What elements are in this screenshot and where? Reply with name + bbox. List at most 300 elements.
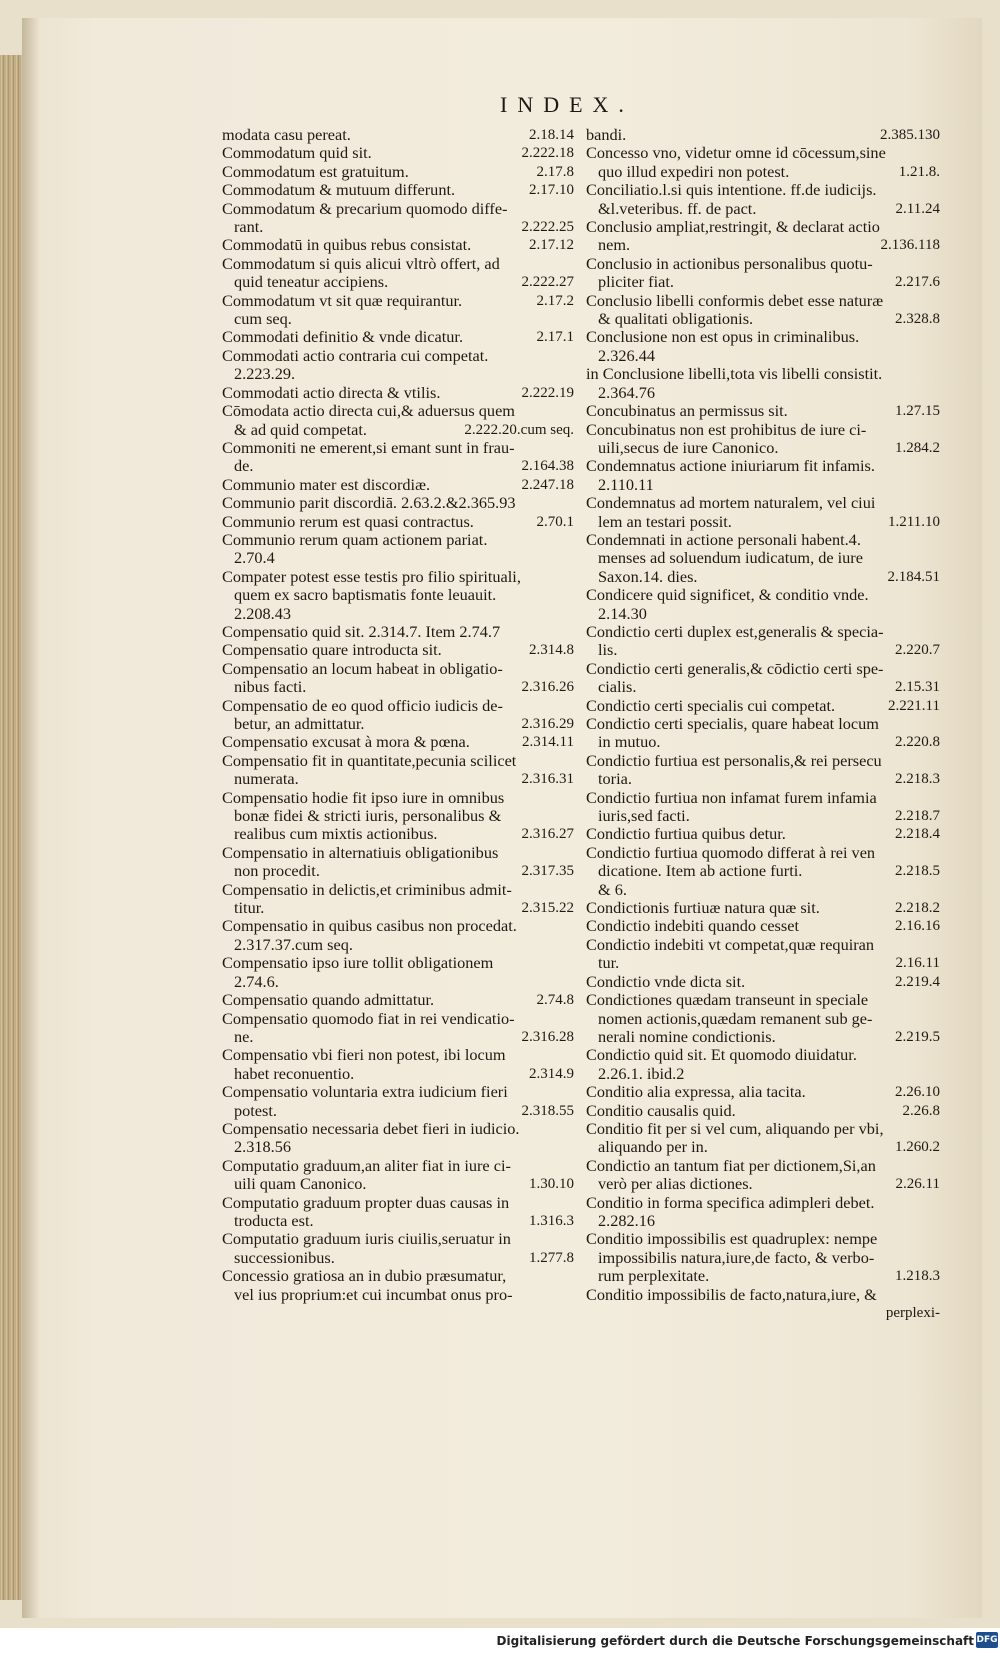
index-entry <box>586 181 940 218</box>
index-entry <box>222 752 574 789</box>
index-entry-line <box>222 881 574 899</box>
index-entry-line <box>586 236 940 254</box>
index-entry-line <box>222 1102 574 1120</box>
entry-text: Communio mater est discordiæ. <box>222 475 431 494</box>
index-entry <box>222 236 574 254</box>
index-column-left <box>222 126 574 1304</box>
index-entry-line <box>586 1065 940 1083</box>
entry-text: tur. <box>598 954 620 973</box>
entry-reference: 1.27.15 <box>895 403 940 420</box>
index-entry-line <box>586 1138 940 1156</box>
index-entry-line <box>222 513 574 531</box>
index-entry <box>586 1194 940 1231</box>
index-entry-line <box>222 1175 574 1193</box>
index-entry-line <box>586 310 940 328</box>
entry-reference <box>934 605 940 623</box>
index-entry-line <box>586 899 940 917</box>
entry-reference <box>568 789 574 807</box>
entry-reference <box>568 973 574 991</box>
entry-text: Compensatio in delictis,et criminibus admit- <box>222 880 512 899</box>
entry-text: cialis. <box>598 678 637 697</box>
entry-reference: 2.218.4 <box>895 826 940 843</box>
entry-reference: 2.26.11 <box>895 1176 940 1193</box>
index-entry-line <box>586 494 940 512</box>
index-entry-line <box>586 623 940 641</box>
index-entry <box>222 439 574 476</box>
entry-text: Conditio fit per si vel cum, aliquando per vbi, <box>586 1119 884 1138</box>
entry-text: Condictio an tantum fiat per dictionem,Si,an <box>586 1156 876 1175</box>
entry-reference: 2.11.24 <box>895 200 940 217</box>
index-entry <box>586 218 940 255</box>
entry-reference <box>568 605 574 623</box>
entry-reference <box>568 844 574 862</box>
entry-text: Saxon.14. dies. <box>598 567 698 586</box>
index-entry-line <box>222 1286 574 1304</box>
entry-text: de. <box>234 457 254 476</box>
entry-reference <box>934 1212 940 1230</box>
entry-text: successionibus. <box>234 1248 335 1267</box>
index-entry-line <box>222 1138 574 1156</box>
index-entry <box>586 825 940 843</box>
entry-text: Condictiones quædam transeunt in speciale <box>586 991 869 1010</box>
entry-text: pliciter fiat. <box>598 273 674 292</box>
entry-reference: 2.217.6 <box>895 274 940 291</box>
entry-reference <box>934 292 940 310</box>
index-entry <box>222 697 574 734</box>
index-entry <box>222 1120 574 1157</box>
index-entry-line <box>222 807 574 825</box>
entry-text: Conclusione non est opus in criminalibus. <box>586 328 860 347</box>
entry-text: Concesso vno, videtur omne id cōcessum,sine <box>586 144 886 163</box>
index-entry <box>222 660 574 697</box>
entry-reference <box>568 310 574 328</box>
index-entry <box>586 1083 940 1101</box>
entry-reference: 2.314.11 <box>522 734 574 751</box>
entry-reference <box>568 752 574 770</box>
entry-reference <box>934 549 940 567</box>
entry-text: aliquando per in. <box>598 1138 708 1157</box>
entry-text: Condictio indebiti vt competat,quæ requiran <box>586 935 875 954</box>
entry-reference: 2.17.8 <box>536 163 574 180</box>
index-entry-line <box>586 807 940 825</box>
index-entry <box>222 292 574 329</box>
entry-text: Condictionis furtiuæ natura quæ sit. <box>586 899 820 918</box>
index-entry <box>586 457 940 494</box>
entry-reference <box>934 1194 940 1212</box>
index-entry-line <box>586 568 940 586</box>
entry-reference <box>568 586 574 604</box>
entry-reference <box>934 789 940 807</box>
entry-reference <box>568 1230 574 1248</box>
entry-reference <box>568 936 574 954</box>
index-entry <box>222 881 574 918</box>
index-entry-line <box>586 1230 940 1248</box>
index-entry <box>586 292 940 329</box>
index-entry <box>222 1267 574 1304</box>
entry-text: nibus facti. <box>234 678 307 697</box>
index-entry-line <box>222 1120 574 1138</box>
entry-reference <box>934 421 940 439</box>
index-entry-line <box>222 752 574 770</box>
entry-reference <box>934 328 940 346</box>
entry-reference <box>568 1083 574 1101</box>
index-entry <box>222 641 574 659</box>
index-entry-line <box>586 218 940 236</box>
entry-reference <box>934 1046 940 1064</box>
entry-text: Commodati actio contraria cui competat. <box>222 346 489 365</box>
entry-reference <box>934 1010 940 1028</box>
entry-text: Conditio in forma specifica adimpleri debet. <box>586 1193 875 1212</box>
index-entry <box>222 513 574 531</box>
entry-text: cum seq. <box>234 310 292 329</box>
entry-text: 2.282.16 <box>598 1211 655 1230</box>
index-entry <box>222 1230 574 1267</box>
gutter-shadow <box>22 18 40 1618</box>
entry-reference <box>568 1046 574 1064</box>
index-entry <box>586 936 940 973</box>
index-entry-line <box>222 328 574 346</box>
entry-text: 2.26.1. ibid.2 <box>598 1064 685 1083</box>
index-entry-line <box>586 697 940 715</box>
entry-text: Compensatio quid sit. 2.314.7. Item 2.74.7 <box>222 622 501 641</box>
entry-reference <box>934 1065 940 1083</box>
entry-reference: 1.284.2 <box>895 439 940 456</box>
index-entry-line <box>586 126 940 144</box>
entry-text: Condictio quid sit. Et quomodo diuidatur. <box>586 1046 857 1065</box>
index-entry-line <box>222 899 574 917</box>
entry-reference: 2.317.35 <box>521 863 574 880</box>
entry-reference <box>934 1286 940 1304</box>
entry-text: Conciliatio.l.si quis intentione. ff.de iudicijs. <box>586 181 877 200</box>
entry-reference <box>934 531 940 549</box>
index-entry-line <box>222 1157 574 1175</box>
entry-reference: 2.18.14 <box>529 127 574 143</box>
entry-text: Compensatio necessaria debet fieri in iudicio. <box>222 1119 520 1138</box>
entry-reference <box>568 402 574 420</box>
entry-text: uili quam Canonico. <box>234 1175 367 1194</box>
entry-text: 2.110.11 <box>598 475 654 494</box>
index-entry-line <box>586 733 940 751</box>
entry-text: ne. <box>234 1027 254 1046</box>
entry-reference <box>934 1120 940 1138</box>
index-entry <box>586 586 940 623</box>
entry-text: Compensatio quare introducta sit. <box>222 641 442 660</box>
entry-text: non procedit. <box>234 862 320 881</box>
index-entry <box>222 789 574 844</box>
entry-text: iuris,sed facti. <box>598 807 690 826</box>
index-entry-line <box>222 310 574 328</box>
entry-reference: 2.316.29 <box>521 716 574 732</box>
index-entry-line <box>586 1175 940 1193</box>
entry-text: Compensatio an locum habeat in obligatio- <box>222 659 503 678</box>
entry-text: Condictio certi duplex est,generalis & specia- <box>586 622 884 641</box>
entry-text: Commodati actio directa & vtilis. <box>222 383 441 402</box>
index-entry <box>586 328 940 365</box>
index-entry-line <box>222 825 574 843</box>
index-entry-line <box>222 660 574 678</box>
entry-reference <box>934 936 940 954</box>
entry-text: 2.326.44 <box>598 346 655 365</box>
entry-text: Conclusio in actionibus personalibus quotu- <box>586 254 873 273</box>
index-entry-line <box>586 1046 940 1064</box>
index-entry <box>586 255 940 292</box>
index-entry-line <box>222 439 574 457</box>
index-entry <box>586 365 940 402</box>
entry-reference: 2.17.10 <box>529 182 574 199</box>
entry-text: nem. <box>598 236 631 255</box>
entry-reference: 2.218.2 <box>895 900 940 917</box>
entry-reference: 1.30.10 <box>529 1176 574 1193</box>
index-entry <box>586 973 940 991</box>
index-entry-line <box>222 1212 574 1230</box>
entry-text: betur, an admittatur. <box>234 715 365 733</box>
entry-reference: 2.15.31 <box>895 679 940 696</box>
index-entry <box>586 1120 940 1157</box>
entry-reference: 2.222.19 <box>521 384 574 401</box>
entry-reference <box>934 660 940 678</box>
index-entry-line <box>222 733 574 751</box>
entry-reference: 2.26.10 <box>895 1084 940 1101</box>
index-entry-line <box>222 678 574 696</box>
entry-text: toria. <box>598 770 632 789</box>
entry-text: Conditio causalis quid. <box>586 1101 736 1120</box>
index-entry-line <box>586 200 940 218</box>
index-entry-line <box>586 678 940 696</box>
entry-text: Condictio furtiua non infamat furem infamia <box>586 788 877 807</box>
index-entry-line <box>222 697 574 715</box>
running-head: INDEX. <box>500 92 634 117</box>
index-entry <box>222 1157 574 1194</box>
entry-text: 2.74.6. <box>234 972 279 991</box>
entry-text: Computatio graduum propter duas causas in <box>222 1193 510 1212</box>
entry-reference: 2.318.55 <box>521 1102 574 1119</box>
entry-text: quem ex sacro baptismatis fonte leuauit. <box>234 586 497 605</box>
index-entry <box>586 402 940 420</box>
index-entry-line <box>222 1267 574 1285</box>
entry-reference <box>934 586 940 604</box>
index-entry-line <box>222 476 574 494</box>
entry-reference <box>568 365 574 383</box>
index-entry-line <box>586 844 940 862</box>
entry-text: Commodatum si quis alicui vltrò offert, ad <box>222 254 500 273</box>
index-entry-line <box>586 549 940 567</box>
index-entry <box>586 1230 940 1285</box>
entry-reference <box>568 1286 574 1304</box>
index-entry-line <box>222 163 574 181</box>
index-entry <box>222 402 574 439</box>
entry-text: Commodatum & mutuum differunt. <box>222 181 456 200</box>
index-entry <box>586 697 940 715</box>
entry-reference <box>568 347 574 365</box>
entry-reference <box>934 715 940 733</box>
index-entry-line <box>586 476 940 494</box>
entry-text: potest. <box>234 1101 277 1120</box>
index-entry <box>222 1046 574 1083</box>
index-entry-line <box>586 1286 940 1304</box>
index-entry <box>222 384 574 402</box>
entry-reference: 2.247.18 <box>521 476 574 493</box>
index-entry-line <box>586 384 940 402</box>
entry-reference <box>568 1194 574 1212</box>
entry-reference: 1.260.2 <box>895 1139 940 1156</box>
entry-text: 2.317.37.cum seq. <box>234 935 353 954</box>
index-entry-line <box>586 789 940 807</box>
entry-text: dicatione. Item ab actione furti. <box>598 862 803 881</box>
entry-reference <box>568 697 574 715</box>
entry-reference: 2.218.3 <box>895 771 940 788</box>
index-entry <box>222 144 574 162</box>
entry-reference <box>934 991 940 1009</box>
entry-reference <box>934 1230 940 1248</box>
entry-reference <box>934 457 940 475</box>
index-entry <box>586 844 940 899</box>
entry-reference: 1.316.3 <box>529 1212 574 1229</box>
entry-text: quid teneatur accipiens. <box>234 273 389 292</box>
index-entry <box>586 660 940 697</box>
index-entry <box>222 954 574 991</box>
index-entry <box>222 163 574 181</box>
index-entry <box>586 623 940 660</box>
entry-text: nerali nomine condictionis. <box>598 1027 776 1046</box>
entry-reference <box>934 844 940 862</box>
entry-reference: 1.211.10 <box>888 513 940 530</box>
entry-reference: 2.222.18 <box>521 145 574 162</box>
entry-text: Condicere quid significet, & conditio vnde. <box>586 586 869 605</box>
index-entry-line <box>586 1194 940 1212</box>
entry-reference: 1.21.8. <box>898 163 940 180</box>
entry-text: 2.223.29. <box>234 365 296 384</box>
entry-reference: 2.219.5 <box>895 1028 940 1045</box>
entry-text: Conditio impossibilis de facto,natura,iure, & <box>586 1285 877 1304</box>
entry-text: Communio parit discordiā. 2.63.2.&2.365.93 <box>222 494 516 513</box>
index-entry <box>222 181 574 199</box>
index-entry <box>222 1083 574 1120</box>
index-entry-line <box>586 586 940 604</box>
index-entry-line <box>222 623 574 641</box>
index-column-right <box>586 126 940 1322</box>
entry-text: rant. <box>234 218 264 237</box>
index-entry-line <box>586 1267 940 1285</box>
index-entry-line <box>586 1102 940 1120</box>
index-entry-line <box>222 402 574 420</box>
index-entry-line <box>222 255 574 273</box>
index-entry-line <box>222 494 574 512</box>
index-entry <box>586 991 940 1046</box>
index-entry-line <box>222 1083 574 1101</box>
entry-text: Compensatio in quibus casibus non procedat. <box>222 917 517 936</box>
index-entry-line <box>222 236 574 254</box>
entry-text: Commoniti ne emerent,si emant sunt in frau- <box>222 438 515 457</box>
entry-reference <box>934 365 940 383</box>
entry-reference <box>568 917 574 935</box>
entry-text: menses ad soluendum iudicatum, de iure <box>598 549 863 568</box>
index-entry-line <box>222 862 574 880</box>
index-entry <box>586 752 940 789</box>
index-entry-line <box>586 752 940 770</box>
index-entry-line <box>586 365 940 383</box>
index-entry-line <box>222 568 574 586</box>
index-entry-line <box>222 126 574 144</box>
entry-reference: 2.218.5 <box>895 863 940 880</box>
entry-reference: 2.219.4 <box>895 973 940 990</box>
entry-reference: 2.328.8 <box>895 311 940 328</box>
dfg-logo: DFG <box>976 1632 998 1648</box>
entry-reference: 2.314.8 <box>529 642 574 659</box>
entry-text: nomen actionis,quædam remanent sub ge- <box>598 1009 873 1028</box>
index-entry-line <box>222 954 574 972</box>
index-entry-line <box>222 991 574 1009</box>
entry-reference: 1.218.3 <box>895 1268 940 1285</box>
index-entry <box>222 255 574 292</box>
index-entry <box>222 623 574 641</box>
entry-text: uili,secus de iure Canonico. <box>598 438 779 457</box>
entry-reference <box>934 1249 940 1267</box>
index-entry <box>222 733 574 751</box>
entry-reference <box>568 549 574 567</box>
entry-reference: 2.222.20.cum seq. <box>464 421 574 438</box>
index-entry-line <box>222 549 574 567</box>
entry-reference: 2.220.7 <box>895 642 940 659</box>
entry-reference: 2.220.8 <box>895 734 940 751</box>
index-entry-line <box>586 328 940 346</box>
index-entry-line <box>222 770 574 788</box>
index-entry <box>586 494 940 531</box>
entry-reference <box>568 660 574 678</box>
index-entry-line <box>222 1065 574 1083</box>
index-entry-line <box>222 1046 574 1064</box>
entry-reference <box>934 1157 940 1175</box>
index-entry <box>586 899 940 917</box>
index-entry-line <box>586 273 940 291</box>
index-entry-line <box>222 531 574 549</box>
index-entry <box>586 917 940 935</box>
entry-text: Condictio certi specialis cui competat. <box>586 696 836 715</box>
index-entry <box>222 917 574 954</box>
index-entry-line <box>586 954 940 972</box>
entry-reference <box>934 144 940 162</box>
entry-text: Commodatum quid sit. <box>222 144 372 163</box>
entry-reference: 2.314.9 <box>529 1065 574 1082</box>
entry-text: Condictio vnde dicta sit. <box>586 972 746 991</box>
entry-text: Commodatum & precarium quomodo diffe- <box>222 199 508 218</box>
entry-text: habet reconuentio. <box>234 1064 355 1083</box>
index-entry-line <box>586 347 940 365</box>
entry-reference <box>568 1010 574 1028</box>
entry-text: Compensatio excusat à mora & pœna. <box>222 733 470 752</box>
entry-text: lem an testari possit. <box>598 512 732 531</box>
entry-reference <box>934 623 940 641</box>
entry-text: Compensatio ipso iure tollit obligationem <box>222 954 494 973</box>
index-entry-line <box>222 917 574 935</box>
index-entry <box>586 1286 940 1323</box>
entry-reference: 2.316.28 <box>521 1028 574 1045</box>
entry-reference: 2.16.16 <box>895 918 940 935</box>
entry-reference: 2.316.31 <box>521 771 574 788</box>
entry-text: Compensatio vbi fieri non potest, ibi locum <box>222 1046 506 1065</box>
index-entry-line <box>586 641 940 659</box>
entry-reference: 2.26.8 <box>902 1102 940 1119</box>
index-entry <box>586 144 940 181</box>
index-entry-line <box>222 347 574 365</box>
index-entry-line <box>222 789 574 807</box>
entry-text: Commodatum vt sit quæ requirantur. <box>222 291 463 310</box>
entry-text: titur. <box>234 899 265 918</box>
index-entry-line <box>586 181 940 199</box>
entry-reference <box>568 1267 574 1285</box>
index-entry <box>222 568 574 623</box>
entry-text: Conclusio libelli conformis debet esse naturæ <box>586 291 884 310</box>
index-entry-line <box>586 144 940 162</box>
